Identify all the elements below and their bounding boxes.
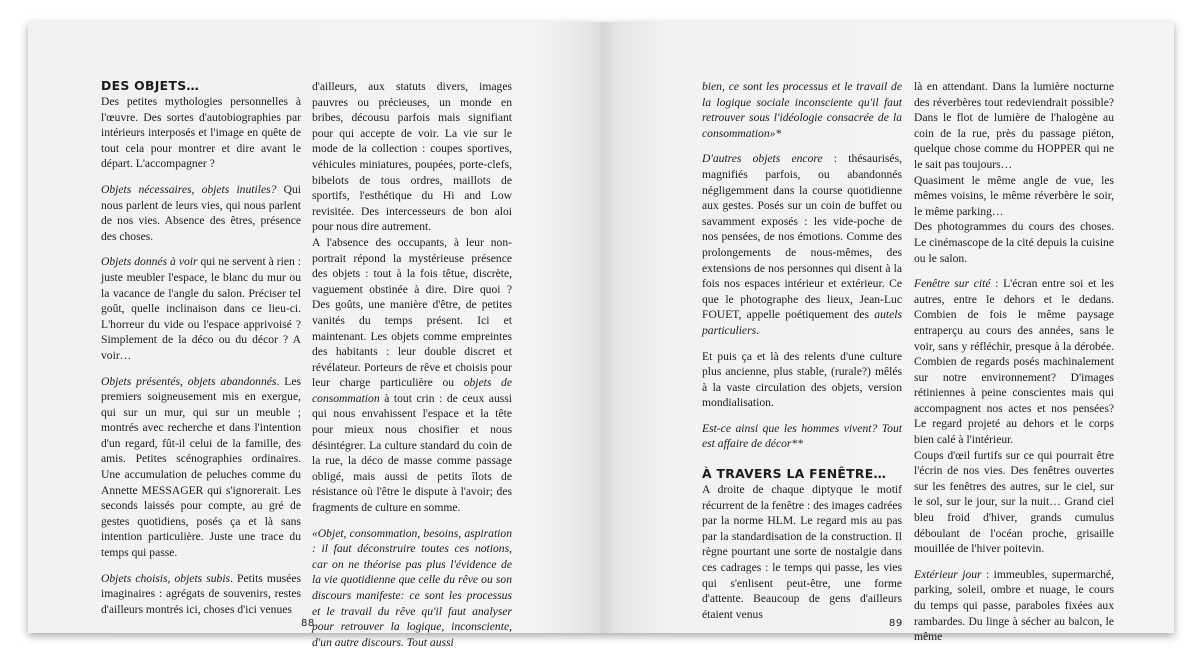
- right-page-column-1: [702, 79, 902, 632]
- paragraph: là en attendant. Dans la lumière nocturne des réverbères tout redeviendrait possible? Dans le flot de lumière de l'halogène au coin de la rue, près du passage piéton, quelque chose comme du HOPPER qui ne le sait pas toujours…: [914, 80, 1114, 171]
- paragraph: Coups d'œil furtifs sur ce qui pourrait être l'écrin de nos vies. Des fenêtres ouvertes sur les fenêtres des autres, sur le ciel, sur le sol, sur le jour, sur la nuit… Grand ciel bleu froid d'hiver, grands cumulus déboulant de l'océan proche, grisaille mouillée de l'hiver poitevin.: [914, 448, 1114, 556]
- paragraph: Extérieur jour : immeubles, supermarché, parking, soleil, ombre et nuage, le cours du temps qui passe, paraboles fixées aux rambardes. Du linge à sécher au balcon, le même: [914, 567, 1114, 644]
- paragraph: Objets choisis, objets subis. Petits musées imaginaires : agrégats de souvenirs, restes d'ailleurs montrés ici, choses d'ici venues: [101, 571, 301, 616]
- quote: Est-ce ainsi que les hommes vivent? Tout est affaire de décor**: [702, 421, 902, 451]
- page-number: 88: [301, 618, 315, 629]
- paragraph: Des petites mythologies personnelles à l'œuvre. Des sortes d'autobiographies par intérieurs interposés et l'image en quête de tout cela pour montrer et dire avant le départ. L'accompagner ?: [101, 95, 301, 171]
- quote-continuation: bien, ce sont les processus et le travail de la logique sociale inconsciente qu'il faut retrouver sous l'idéologie consacrée de la consommation»*: [702, 80, 902, 140]
- section-heading-a-travers-la-fenetre: À TRAVERS LA FENÊTRE…: [702, 466, 887, 482]
- paragraph: A l'absence des occupants, à leur non-portrait répond la mystérieuse présence des objets : tout à la fois têtue, discrète, vaguement obstinée à dire. Dire quoi ? Des goûts, une manière d'être, de petites vanités du temps présent. Ici et maintenant. Les objets comme empreintes des habitants : leur double discret et révélateur. Porteurs de rêve et choisis pour leur charge particulière ou objets de consommation à tout crin : de ceux aussi qui nous envahissent l'espace et la tête pour mieux nous chosifier et nous désintégrer. La culture standard du coin de la rue, la déco de masse comme passage obligé, mais aussi de petits îlots de résistance où l'être le dispute à l'avoir; des fragments de culture en somme.: [312, 235, 512, 515]
- section-heading-des-objets: DES OBJETS…: [101, 78, 200, 93]
- paragraph: Objets nécessaires, objets inutiles? Qui nous parlent de leurs vies, qui nous parlent de nos vies. Absence des êtres, présence des choses.: [101, 182, 301, 243]
- paragraph: Et puis ça et là des relents d'une culture plus ancienne, plus stable, (rurale?) mêlés à la vaste circulation des objets, version mondialisation.: [702, 349, 902, 410]
- left-page-column-2: [312, 79, 512, 660]
- paragraph: Quasiment le même angle de vue, les mêmes voisins, le même réverbère le soir, le même parking…: [914, 173, 1114, 218]
- paragraph: Objets présentés, objets abandonnés. Les premiers soigneusement mis en exergue, qui sur un mur, qui sur un meuble ; montrés avec recherche et dans l'intention d'un regard, fût-il celui de la famille, des amis. Petites scénographies ordinaires. Une accumulation de peluches comme du Annette MESSAGER qui s'ignorerait. Les seconds laissés pour compte, au gré de gestes quotidiens, posés ça et là sans intention particulière. Juste une trace du temps qui passe.: [101, 374, 301, 560]
- paragraph: Fenêtre sur cité : L'écran entre soi et les autres, entre le dehors et le dedans. Combien de fois le même paysage entraperçu au cours des années, sans le voir, sans y réfléchir, presque à la dérobée. Combien de regards posés machinalement sur notre environnement? D'images rétiniennes à peine conscientes mais qui accompagnent nos actes et nos pensées? Le regard projeté au dehors et le corps bien calé à l'intérieur.: [914, 277, 1114, 447]
- left-page-column-1: [101, 78, 301, 627]
- paragraph: D'autres objets encore : thésaurisés, magnifiés parfois, ou abandonnés négligemment dans la course quotidienne aux gestes. Posés sur un coin de buffet ou savamment exposés : les vide-poche de nos pensées, de nos émotions. Comme des prolongements de nous-mêmes, des extensions de nos personnes qui disent à la fois nos espaces intérieur et extérieur. Ce que le photographe des lieux, Jean-Luc FOUET, appelle poétiquement des autels particuliers.: [702, 152, 902, 337]
- left-page: [28, 22, 601, 649]
- paragraph: d'ailleurs, aux statuts divers, images pauvres ou précieuses, un monde en bribes, décousu parfois mais signifiant pour qui accepte de voir. La vie sur le mode de la collection : coupes sportives, véhicules miniatures, poupées, porte-clefs, bibelots de tous ordres, maillots de sportifs, l'esthétique du Hi and Low revisitée. Des intercesseurs de bon aloi pour nous dire autrement.: [312, 80, 512, 234]
- right-page-column-2: [914, 79, 1114, 655]
- book-spread: [28, 22, 1174, 649]
- quote: «Objet, consommation, besoins, aspiration : il faut déconstruire toutes ces notions, car on ne théorise pas plus l'évidence de la vie quotidienne que celle du rêve ou son discours manifeste: ce sont les processus et le travail du rêve qu'il faut analyser pour retrouver la logique, inconsciente, d'un autre discours. Tout aussi: [312, 526, 512, 649]
- paragraph: Objets donnés à voir qui ne servent à rien : juste meubler l'espace, le blanc du mur ou la vacance de l'angle du salon. Préciser tel goût, quelle inclinaison dans ce lieu-ci. L'horreur du vide ou l'espace apprivoisé ? Simplement de la déco ou du décor ? A voir…: [101, 255, 301, 362]
- right-page: [601, 22, 1174, 644]
- page-number: 89: [889, 618, 903, 629]
- paragraph: A droite de chaque diptyque le motif récurrent de la fenêtre : des images cadrées par la norme HLM. Le regard mis au pas par la standardisation de la construction. Il règne pourtant une sorte de nostalgie dans ces cadrages : le temps qui passe, les vies qui s'enlisent peut-être, une forme d'attente. Beaucoup de gens d'ailleurs étaient venus: [702, 483, 902, 621]
- paragraph: Des photogrammes du cours des choses. Le cinémascope de la cité depuis la cuisine ou le salon.: [914, 220, 1114, 265]
